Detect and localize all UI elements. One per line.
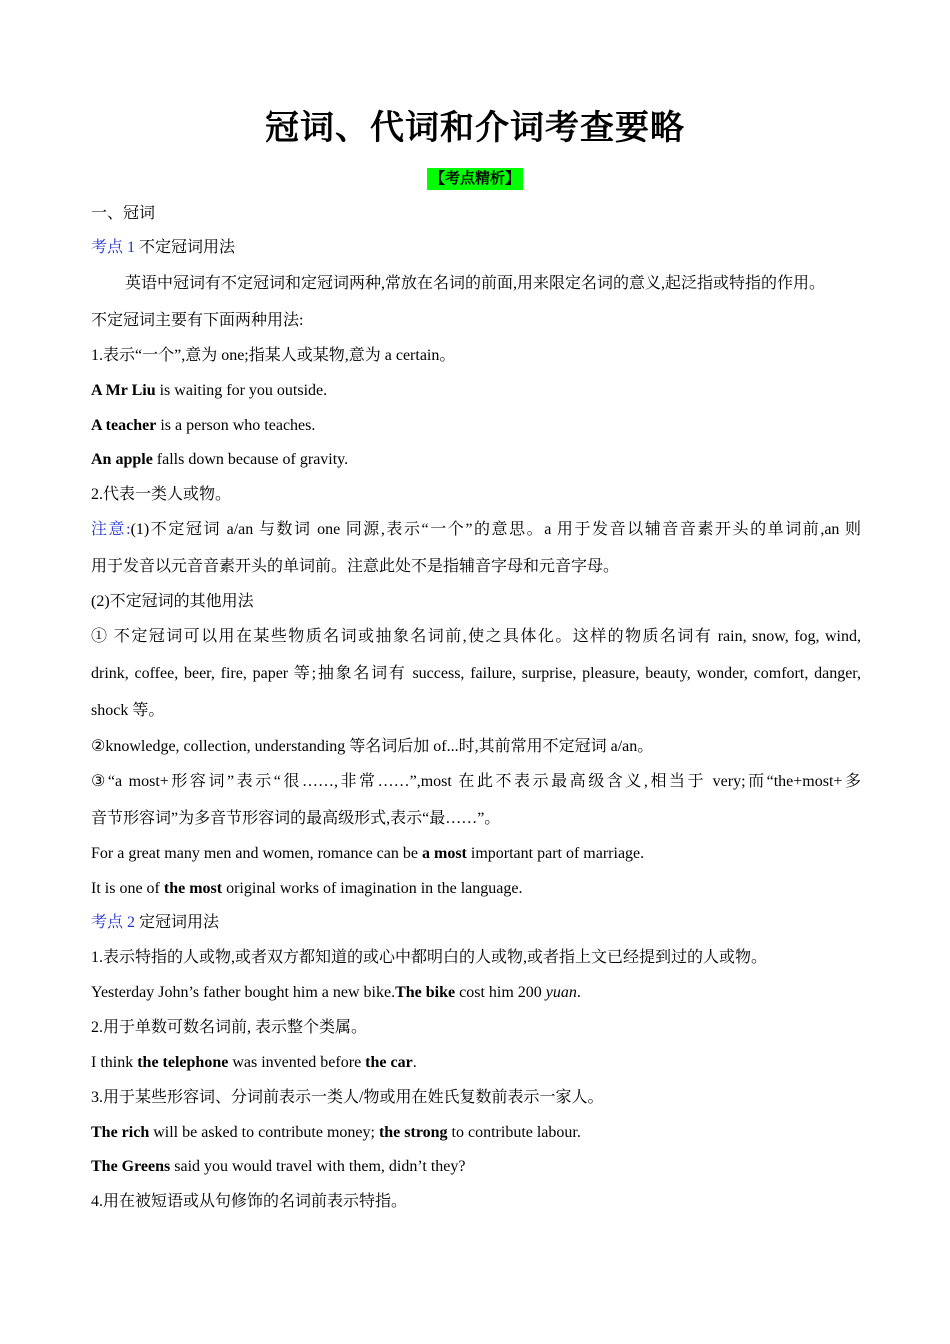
example-5-bold: the most bbox=[163, 880, 223, 897]
example-7 bbox=[91, 1052, 861, 1074]
note-label: 注意: bbox=[91, 521, 131, 538]
example-4-pre: For a great many men and women, romance can be bbox=[91, 845, 422, 862]
note-line-1 bbox=[91, 519, 861, 541]
circ2-line: ②knowledge, collection, understanding 等名词后加 of...时,其前常用不定冠词 a/an。 bbox=[91, 738, 654, 755]
example-3-rest: falls down because of gravity. bbox=[152, 451, 349, 468]
example-7-bold-1: the telephone bbox=[137, 1054, 229, 1071]
example-6-bold: The bike bbox=[395, 984, 456, 1001]
example-6 bbox=[91, 982, 861, 1004]
note-line-2: 用于发音以元音音素开头的单词前。注意此处不是指辅音字母和元音字母。 bbox=[91, 558, 620, 575]
example-5-pre: It is one of bbox=[91, 880, 164, 897]
example-9-rest: said you would travel with them, didn’t they? bbox=[170, 1158, 466, 1175]
usage-2: 2.代表一类人或物。 bbox=[91, 486, 232, 503]
document-title: 冠词、代词和介词考查要略 bbox=[265, 110, 685, 147]
kp2-text: 定冠词用法 bbox=[135, 914, 220, 931]
example-6-mid: cost him 200 bbox=[455, 984, 546, 1001]
example-6-post: . bbox=[576, 984, 581, 1001]
kp1-heading bbox=[91, 237, 861, 259]
usage-intro: 不定冠词主要有下面两种用法: bbox=[91, 312, 304, 329]
example-6-pre: Yesterday John’s father bought him a new bike. bbox=[91, 984, 396, 1001]
example-4-post: important part of marriage. bbox=[466, 845, 645, 862]
example-2 bbox=[91, 415, 861, 437]
kp1-text: 不定冠词用法 bbox=[135, 239, 236, 256]
example-7-pre: I think bbox=[91, 1054, 138, 1071]
heading-articles: 一、冠词 bbox=[91, 205, 156, 222]
kp1-label: 考点 1 bbox=[91, 239, 136, 256]
example-4 bbox=[91, 843, 861, 865]
other-usage-heading: (2)不定冠词的其他用法 bbox=[91, 593, 254, 610]
example-5-post: original works of imagination in the language. bbox=[222, 880, 523, 897]
definite-1: 1.表示特指的人或物,或者双方都知道的或心中都明白的人或物,或者指上文已经提到过的人或物。 bbox=[91, 949, 768, 966]
example-9-bold: The Greens bbox=[91, 1158, 171, 1175]
example-1-rest: is waiting for you outside. bbox=[155, 382, 328, 399]
circ1-line-1: ① 不定冠词可以用在某些物质名词或抽象名词前,使之具体化。这样的物质名词有 rain, snow, fog, wind, bbox=[91, 628, 861, 645]
intro-paragraph: 英语中冠词有不定冠词和定冠词两种,常放在名词的前面,用来限定名词的意义,起泛指或特指的作用。 bbox=[125, 275, 826, 292]
example-5 bbox=[91, 878, 861, 900]
example-1-bold: A Mr Liu bbox=[91, 382, 156, 399]
example-2-bold: A teacher bbox=[91, 417, 157, 434]
circ3-line-2: 音节形容词”为多音节形容词的最高级形式,表示“最……”。 bbox=[91, 810, 501, 827]
example-3-bold: An apple bbox=[91, 451, 153, 468]
section-tag-wrap bbox=[0, 168, 950, 190]
definite-3: 3.用于某些形容词、分词前表示一类人/物或用在姓氏复数前表示一家人。 bbox=[91, 1089, 604, 1106]
example-9 bbox=[91, 1156, 861, 1178]
example-3 bbox=[91, 449, 861, 471]
example-7-mid: was invented before bbox=[228, 1054, 366, 1071]
example-8-post: to contribute labour. bbox=[447, 1124, 581, 1141]
example-1 bbox=[91, 380, 861, 402]
example-7-bold-2: the car bbox=[365, 1054, 413, 1071]
definite-2: 2.用于单数可数名词前, 表示整个类属。 bbox=[91, 1019, 368, 1036]
kp2-label: 考点 2 bbox=[91, 914, 136, 931]
example-8-mid: will be asked to contribute money; bbox=[149, 1124, 379, 1141]
example-2-rest: is a person who teaches. bbox=[156, 417, 316, 434]
example-4-bold: a most bbox=[421, 845, 467, 862]
example-8-bold-1: The rich bbox=[91, 1124, 150, 1141]
example-6-italic: yuan bbox=[545, 984, 577, 1001]
note-text-1: (1)不定冠词 a/an 与数词 one 同源,表示“一个”的意思。a 用于发音以辅音音素开头的单词前,an 则 bbox=[130, 521, 861, 538]
section-tag: 【考点精析】 bbox=[427, 168, 523, 190]
usage-1: 1.表示“一个”,意为 one;指某人或某物,意为 a certain。 bbox=[91, 347, 456, 364]
kp2-heading bbox=[91, 912, 861, 934]
circ3-line-1: ③“a most+形容词”表示“很……,非常……”,most 在此不表示最高级含义,相当于 very;而“the+most+多 bbox=[91, 773, 861, 790]
definite-4: 4.用在被短语或从句修饰的名词前表示特指。 bbox=[91, 1193, 408, 1210]
circ1-line-3: shock 等。 bbox=[91, 702, 165, 719]
example-8-bold-2: the strong bbox=[378, 1124, 448, 1141]
example-7-post: . bbox=[412, 1054, 417, 1071]
example-8 bbox=[91, 1122, 861, 1144]
circ1-line-2: drink, coffee, beer, fire, paper 等;抽象名词有 success, failure, surprise, pleasure, beauty, wonder, comfort, danger, bbox=[91, 665, 861, 682]
